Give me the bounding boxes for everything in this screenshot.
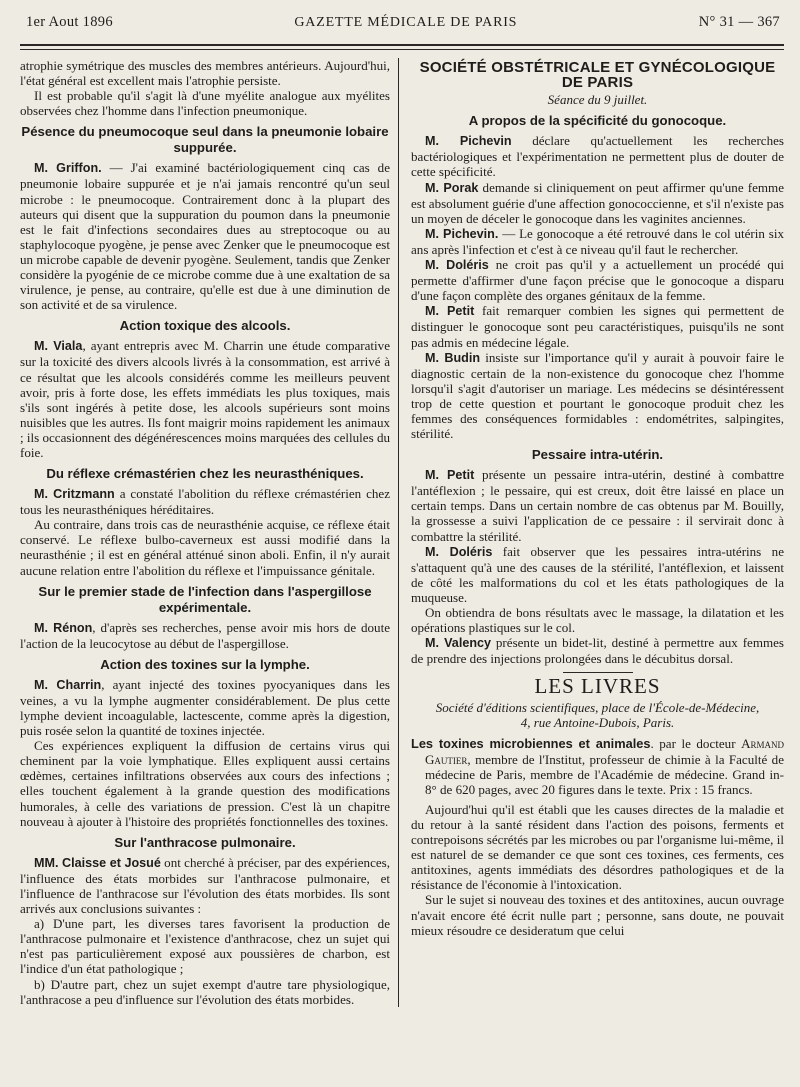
section-divider [563, 672, 633, 673]
paragraph-text: , ayant injecté des toxines pyocyaniques dans les veines, a vu la lymphe augmenter considérablement. De plus cette lymphe devient incoagulable, lactescente, comme après la digestion, puis rosée selon la quantité de toxines injectée. [20, 676, 390, 739]
issue-number: N° 31 — 367 [698, 14, 780, 30]
viala-paragraph [20, 338, 390, 460]
renon-paragraph [20, 620, 390, 651]
author-name: M. Pichevin [425, 134, 512, 149]
paragraph-text: présente un bidet-lit, destiné à permettre aux femmes de prendre des injections prolongées dans le décubitus dorsal. [411, 635, 785, 667]
author-name: M. Doléris [425, 544, 493, 559]
paragraph-text: déclare qu'actuellement les recherches bactériologiques et l'expérimentation ne permettent plus de douter de cette spécificité. [411, 133, 784, 180]
publisher-line-1: Société d'éditions scientifiques, place de l'École-de-Médecine, [435, 700, 760, 716]
paragraph-text: fait remarquer combien les signes qui permettent de distinguer le gonocoque sont peu caractéristiques, puisqu'ils ne sont pas admis en médecine légale. [411, 303, 785, 350]
petit-paragraph-2 [411, 467, 784, 543]
review-paragraph-2: Sur le sujet si nouveau des toxines et des antitoxines, aucun ouvrage n'avait encore été écrit nulle part ; personne, sans doute, ne pouvait mieux résoudre ce desideratum que celui [411, 892, 784, 938]
section-heading-aspergillose: Sur le premier stade de l'infection dans l'aspergillose expérimentale. [38, 583, 372, 615]
section-heading-gonocoque: A propos de la spécificité du gonocoque. [468, 113, 727, 129]
publisher-line-2: 4, rue Antoine-Dubois, Paris. [520, 715, 675, 731]
griffon-paragraph [20, 160, 390, 312]
author-name: M. Budin [425, 350, 481, 365]
paragraph-text: , ayant entrepris avec M. Charrin une étude comparative sur la toxicité des divers alcools livrés à la consommation, est arrivé à ce résultat que les alcools considérés comme les meilleurs peuvent avoir, pris à forte dose, les effets immédiats les plus toxiques, mais s'ils sont ingérés à petite dose, les alcools supérieurs sont moins nuisibles que les autres. Ils font maigrir moins rapidement les animaux ; ils occasionnent des dégénérescences moins marquées des cellules du foie. [20, 338, 390, 460]
claisse-paragraph [20, 855, 390, 916]
book-author: Armand Gautier [425, 736, 784, 767]
massage-paragraph: On obtiendra de bons résultats avec le massage, la dilatation et les opérations plastiques sur le col. [411, 605, 784, 636]
paragraph-text: ont cherché à préciser, par des expériences, l'influence des états morbides sur l'anthracose pulmonaire, et l'influence de l'anthracose sur l'évolution des états morbides. Ils sont arrivés aux conclusions suivantes : [20, 854, 391, 917]
paragraph-text: fait observer que les pessaires intra-utérins ne s'attaquent qu'à une des causes de la stérilité, l'antéflexion, et laissent de côté les malformations du col et les états pathologiques de la muqueuse. [411, 543, 784, 605]
author-name: M. Griffon. [34, 161, 102, 176]
paragraph-text: — J'ai examiné bactériologiquement cinq cas de pneumonie lobaire suppurée et je n'ai jamais rencontré qu'un seul microbe : le pneumocoque. Contrairement donc à la plupart des auteurs qui disent que la suppuration du poumon dans la pneumonie est le fait d'infections secondaires dues au streptocoque ou au staphylocoque pyogène, je pense avec Zenker que le pneumocoque est un microbe capable de devenir pyogène. Seulement, tandis que Zenker considère la pyogénie de ce microbe comme due à une exaltation de sa virulence, je pense, au contraire, qu'elle est due à une diminution de son activité et de sa virulence. [20, 160, 390, 313]
section-heading-alcools: Action toxique des alcools. [119, 318, 291, 334]
left-column [20, 58, 398, 1007]
author-name: M. Petit [425, 468, 475, 483]
critzmann-paragraph [20, 486, 390, 517]
section-heading-pneumocoque: Pésence du pneumocoque seul dans la pneumonie lobaire suppurée. [21, 124, 389, 156]
author-name: M. Valency [425, 636, 492, 651]
pichevin-paragraph [411, 133, 784, 179]
doleris-paragraph-2 [411, 544, 784, 605]
review-paragraph-1: Aujourd'hui qu'il est établi que les causes directes de la maladie et du retour à la santé résident dans l'action des poisons, ferments et contrepoisons sécrétés par les microbes ou par l'organisme lui-même, il est naturel de se demander ce que sont ces toxines, ces ferments, ces antitoxines, agents immédiats des désordres pathologiques et de la résistance de l'économie à l'intoxication. [411, 801, 784, 893]
author-name: M. Porak [425, 180, 479, 195]
author-name: MM. Claisse et Josué [34, 855, 161, 870]
books-heading: LES LIVRES [534, 674, 661, 699]
conclusion-b: b) D'autre part, chez un sujet exempt d'autre tare physiologique, l'anthracose a peu d'influence sur l'évolution des états morbides. [20, 976, 390, 1007]
author-name: M. Charrin [34, 677, 102, 692]
paragraph-text: présente un pessaire intra-utérin, destiné à combattre l'antéflexion ; le pessaire, qui est creux, doit être laissé en place un certain temps. Dans un certain nombre de cas obtenus par M. Bouilly, la grossesse a suivi l'application de ce pessaire : il servirait donc à combattre la stérilité. [411, 467, 784, 544]
valency-paragraph [411, 635, 784, 666]
budin-paragraph [411, 350, 784, 442]
pichevin-paragraph-2 [411, 226, 784, 257]
intro-paragraph: atrophie symétrique des muscles des membres antérieurs. Aujourd'hui, l'état général est excellent mais l'atrophie persiste. [20, 58, 390, 89]
porak-paragraph [411, 180, 784, 226]
paragraph-text: a constaté l'abolition du réflexe crémastérien chez tous les neurasthéniques héréditaires. [20, 486, 391, 518]
paragraph-text: — Le gonocoque a été retrouvé dans le col utérin six ans après l'infection et c'est à ce niveau qu'il faut le rechercher. [411, 225, 784, 257]
paragraph-text: , d'après ses recherches, pense avoir mis hors de doute l'action de la leucocytose au début de l'aspergillose. [20, 619, 390, 651]
author-name: M. Petit [425, 304, 475, 319]
book-description: , membre de l'Institut, professeur de chimie à la Faculté de médecine de Paris, membre de l'Académie de médecine. Grand in-8° de 620 pages, avec 20 figures dans le texte. Prix : 15 francs. [425, 751, 784, 797]
author-name: M. Pichevin. [425, 226, 499, 241]
charrin-paragraph [20, 677, 390, 738]
session-date: Séance du 9 juillet. [547, 92, 648, 108]
section-heading-anthracose: Sur l'anthracose pulmonaire. [114, 834, 296, 850]
reflexe-paragraph-2: Au contraire, dans trois cas de neurasthénie acquise, ce réflexe était conservé. Le réflexe bulbo-caverneux est aussi modifié dans la neurasthénie ; il est en général atténué sinon aboli. Enfin, il n'y aurait aucune relation entre l'abolition du réflexe et l'impuissance génitale. [20, 517, 390, 578]
author-name: M. Critzmann [34, 487, 115, 502]
section-heading-pessaire: Pessaire intra-utérin. [531, 447, 664, 463]
journal-title: GAZETTE MÉDICALE DE PARIS [294, 15, 518, 30]
header-rule-thin [20, 49, 784, 50]
section-heading-reflexe: Du réflexe crémastérien chez les neurasthéniques. [46, 466, 364, 482]
paragraph-text: ne croit pas qu'il y a actuellement un procédé qui permette d'affirmer d'une façon précise que le gonocoque a disparu d'une façon complète des organes génitaux de la femme. [411, 257, 784, 304]
society-heading: SOCIÉTÉ OBSTÉTRICALE ET GYNÉCOLOGIQUE DE PARIS [419, 59, 776, 92]
page-header [20, 10, 784, 40]
lymphe-paragraph-2: Ces expériences expliquent la diffusion de certains virus qui cheminent par la voie lymphatique. Elles expliquent aussi certains œdèmes, certaines infiltrations observées aux cours des infections ; elles touchent également à la grande question des modifications humorales, à celle des variations de pression. C'est là un chapitre nouveau à ajouter à l'histoire des propriétés fonctionnelles des toxines. [20, 738, 390, 829]
conclusion-a: a) D'une part, les diverses tares favorisent la production de l'anthracose pulmonaire et l'existence d'anthracose, chez un sujet qui n'est pas particulièrement exposé aux poussières de charbon, est l'indice d'un état pathologique ; [20, 916, 390, 977]
author-name: M. Viala [34, 339, 83, 354]
paragraph-text: demande si cliniquement on peut affirmer qu'une femme est absolument guérie d'une affection gonococcienne, et s'il n'existe pas un moyen de déceler le gonocoque dans les vaginites anciennes. [411, 179, 784, 226]
author-name: M. Rénon [34, 620, 93, 635]
header-rule-thick [20, 44, 784, 46]
columns [20, 58, 784, 1007]
petit-paragraph [411, 303, 784, 349]
author-name: M. Doléris [425, 258, 489, 273]
intro-paragraph-2: Il est probable qu'il s'agit là d'une myélite analogue aux myélites observées chez l'homme dans l'infection pneumonique. [20, 88, 390, 119]
book-title: Les toxines microbiennes et animales [411, 736, 651, 752]
doleris-paragraph [411, 257, 784, 303]
issue-date: 1er Aout 1896 [26, 14, 113, 30]
paragraph-text: insiste sur l'importance qu'il y aurait à pouvoir faire le diagnostic certain de la non-existence du gonocoque chez l'homme lorsqu'il s'agit d'autoriser un mariage. Les médecins se désintéressent trop de cette question et pourtant le gonocoque produit chez les femmes des conséquences formidables : endométrites, salpingites, stérilité. [411, 349, 784, 442]
section-heading-lymphe: Action des toxines sur la lymphe. [100, 656, 310, 672]
book-by: . par le docteur [650, 736, 742, 752]
right-column [398, 58, 784, 1007]
book-entry [411, 736, 784, 796]
